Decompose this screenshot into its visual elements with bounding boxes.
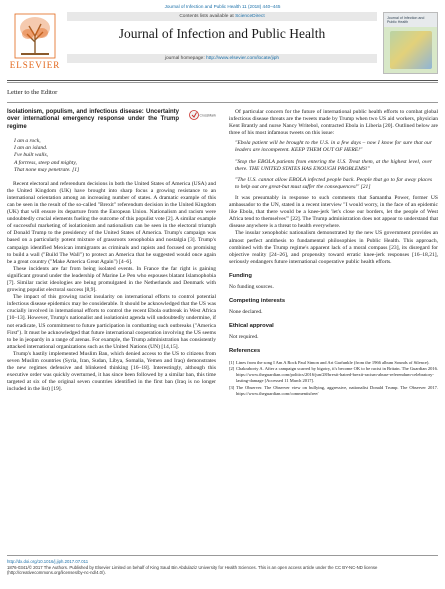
journal-title: Journal of Infection and Public Health [118, 26, 326, 41]
reference-list [229, 360, 438, 397]
elsevier-tree-icon [15, 14, 55, 58]
reference-number: [2] [229, 366, 235, 372]
tweet-quote: "Ebola patient will be brought to the U.S. in a few days – now I know for sure that our leaders are incompetent. KEEP THEM OUT OF HERE!" [235, 140, 432, 154]
cover-title: Journal of Infection and Public Health [387, 16, 425, 25]
right-column [229, 109, 438, 397]
reference-text: Chakraborty A. After a campaign scarred by bigotry, it's become OK to be racist in Britain. The Guardian 2016. https://www.theguardian.com/politics/2016/jun/28/brexit-hatred-brexit-racism-abuse-referendum-celebratory-lasting-damage [Accessed 11 March 2017]. [236, 366, 438, 383]
body-paragraph: It was presumably in response to such comments that Samantha Power, former US ambassador to the UN, stated in a recent interview "I would worry, in the face of an epidemic like Ebola, that there would be a knee-jerk 'let's close our borders, let the people of West Africa tend to themselves'" [22]. The Trump administration does not appear to understand that disease anywhere is a threat to health everywhere. [229, 194, 438, 230]
section-divider [7, 102, 438, 103]
poem-line: I've built walls, [14, 152, 49, 159]
body-paragraph: Of particular concern for the future of international public health efforts to combat global infectious disease threats are the tweets made by Trump when two US aid workers, physician Kent Brantly and nurse Nancy Writebol, contracted Ebola in Liberia [20]. Outlined below are three of his most infamous tweets on this issue: [229, 109, 438, 137]
reference-item [229, 360, 438, 366]
ethical-approval-text: Not required. [229, 334, 259, 341]
elsevier-wordmark: ELSEVIER [9, 60, 61, 70]
reference-text: Lines from the song I Am A Rock Paul Simon and Art Garfunkle (from the 1966 album Sounds of Silence). [236, 359, 430, 365]
homepage-prefix: journal homepage: [164, 56, 206, 61]
contents-line-prefix: Contents lists available at [179, 14, 236, 19]
contents-line [67, 12, 377, 21]
page-footer [7, 555, 438, 576]
reference-number: [3] [229, 384, 235, 390]
funding-heading: Funding [229, 272, 252, 279]
body-paragraph: Recent electoral and referendum decisions in both the United States of America (USA) and the United Kingdom (UK) have brought into sharp focus a growing resistance to an international orientation among an increasing number of states. A dramatic example of this can be seen in the result of the so-called "Brexit" referendum decision in the United Kingdom (UK) that will ensure its departure from the European Union. Nationalism and racism were undoubtedly crucial elements fueling the outcome of this populist vote [2]. A similar example of successful marketing of isolationism and nationalism can be seen in the electoral triumph of Donald Trump to the presidency of the United States of America. Trump's campaign was based on a particularly potent mixture of grassroots xenophobia and nostalgia [3]. Trump's campaign identified Mexican immigrants as criminals and rapists and focused on promising to build a wall ("Build The Wall") to protect an America that he suggested would once again be a great country ("Make America Great Again") [4–6]. [7, 180, 216, 265]
competing-interests-heading: Competing interests [229, 298, 286, 305]
journal-homepage-line [67, 54, 377, 63]
funding-text: No funding sources. [229, 283, 274, 290]
elsevier-logo [7, 12, 63, 74]
tweet-quote: "The U.S. cannot allow EBOLA infected people back. People that go to far away places to help out are great-but must suffer the consequences!" [21] [235, 176, 432, 190]
body-paragraph: The insular xenophobic nationalism demonstrated by the new US government provides an almost perfect antithesis to fundamental philosophies in Public Health. This approach, combined with the Trump regime's apparent lack of a moral compass [23], its disregard for objective reality [24–26], and propensity toward erratic knee-jerk responses [16–18,21], seriously endangers future international cooperative public health efforts. [229, 230, 438, 265]
left-column [7, 109, 216, 394]
article-title: Isolationism, populism, and infectious disease: Uncertainty over international emergency response under the Trump regime [7, 109, 179, 130]
reference-text: The Observer. The Observer view on bullying, aggressive, nationalist Donald Trump. The Observer 2017. https://www.theguardian.com/commentisfree/ [236, 384, 438, 396]
poem-line: I am an island. [14, 145, 48, 152]
section-label: Letter to the Editor [7, 89, 58, 96]
body-paragraph: The impact of this growing racist insularity on international efforts to control potential infectious disease epidemics may be considerable. It should be acknowledged that the US was crucially involved in international efforts to control the recent Ebola outbreak in West Africa [10–13]. However, Trump's nationalist and isolationist agenda will undoubtedly undermine, if not eradicate, US commitment to future participation in combatting such outbreaks ("America First"). It must be acknowledged that future international cooperation involving the US seems to be in jeopardy in a range of arenas. For example, the Trump administration has consistently attacked international organizations such as the United Nations (UN) [14,15]. [7, 294, 216, 350]
license-text: 1876-0341/© 2017 The Authors. Published by Elsevier Limited on behalf of King Saud Bin Abdulaziz University for Health Sciences. This is an open access article under the CC BY-NC-ND license (http://creativecommons.org/licenses/by-nc-nd/4.0/). [7, 564, 378, 576]
body-paragraph: These incidents are far from being isolated events. In France the far right is gaining significant ground under the leadership of Marine Le Pen who espouses blatant Islamophobia [7]. Similar racist ideologies are being promulgated in the Netherlands and Denmark with growing populist electoral success [8,9]. [7, 265, 216, 294]
reference-item [229, 366, 438, 383]
header-divider-thin [7, 82, 438, 83]
body-paragraph: Trump's hastily implemented Muslim Ban, which denied access to the US to citizens from seven Muslim countries (Syria, Iran, Sudan, Libya, Somalia, Yemen and Iraq) demonstrates the new regimes defensive and blinkered thinking [16–18]. Interestingly, although this executive order was quickly overturned, it has since been followed by a similar ban, this time targeted at six of the original seven countries identified in the first ban (Iraq is no longer included in the list) [19]. [7, 350, 216, 393]
poem-line: A fortress, steep and mighty, [14, 159, 77, 166]
reference-item [229, 385, 438, 397]
doi-link[interactable]: http://dx.doi.org/10.1016/j.jiph.2017.07.011 [7, 559, 89, 564]
journal-header [7, 12, 438, 82]
poem-line: That none may penetrate. [1] [14, 166, 80, 173]
competing-interests-text: None declared. [229, 309, 263, 316]
header-divider [7, 80, 438, 81]
cover-art [390, 31, 432, 69]
poem-line: I am a rock, [14, 138, 41, 145]
journal-cover-thumbnail [383, 12, 438, 74]
ethical-approval-heading: Ethical approval [229, 323, 274, 330]
reference-number: [1] [229, 359, 235, 365]
crossmark-icon[interactable] [189, 109, 216, 121]
sciencedirect-link[interactable]: ScienceDirect [235, 14, 265, 19]
references-heading: References [229, 348, 261, 355]
journal-homepage-link[interactable]: http://www.elsevier.com/locate/jiph [206, 56, 280, 61]
running-head: Journal of Infection and Public Health 11 (2018) 440–445 [164, 4, 281, 9]
epigraph-poem [14, 138, 216, 173]
tweet-quote: "Stop the EBOLA patients from entering the U.S. Treat them, at the highest level, over there. THE UNITED STATES HAS ENOUGH PROBLEMS!" [235, 158, 432, 172]
tweet-quotes [235, 140, 432, 191]
crossmark-label: CrossMark [199, 113, 216, 118]
